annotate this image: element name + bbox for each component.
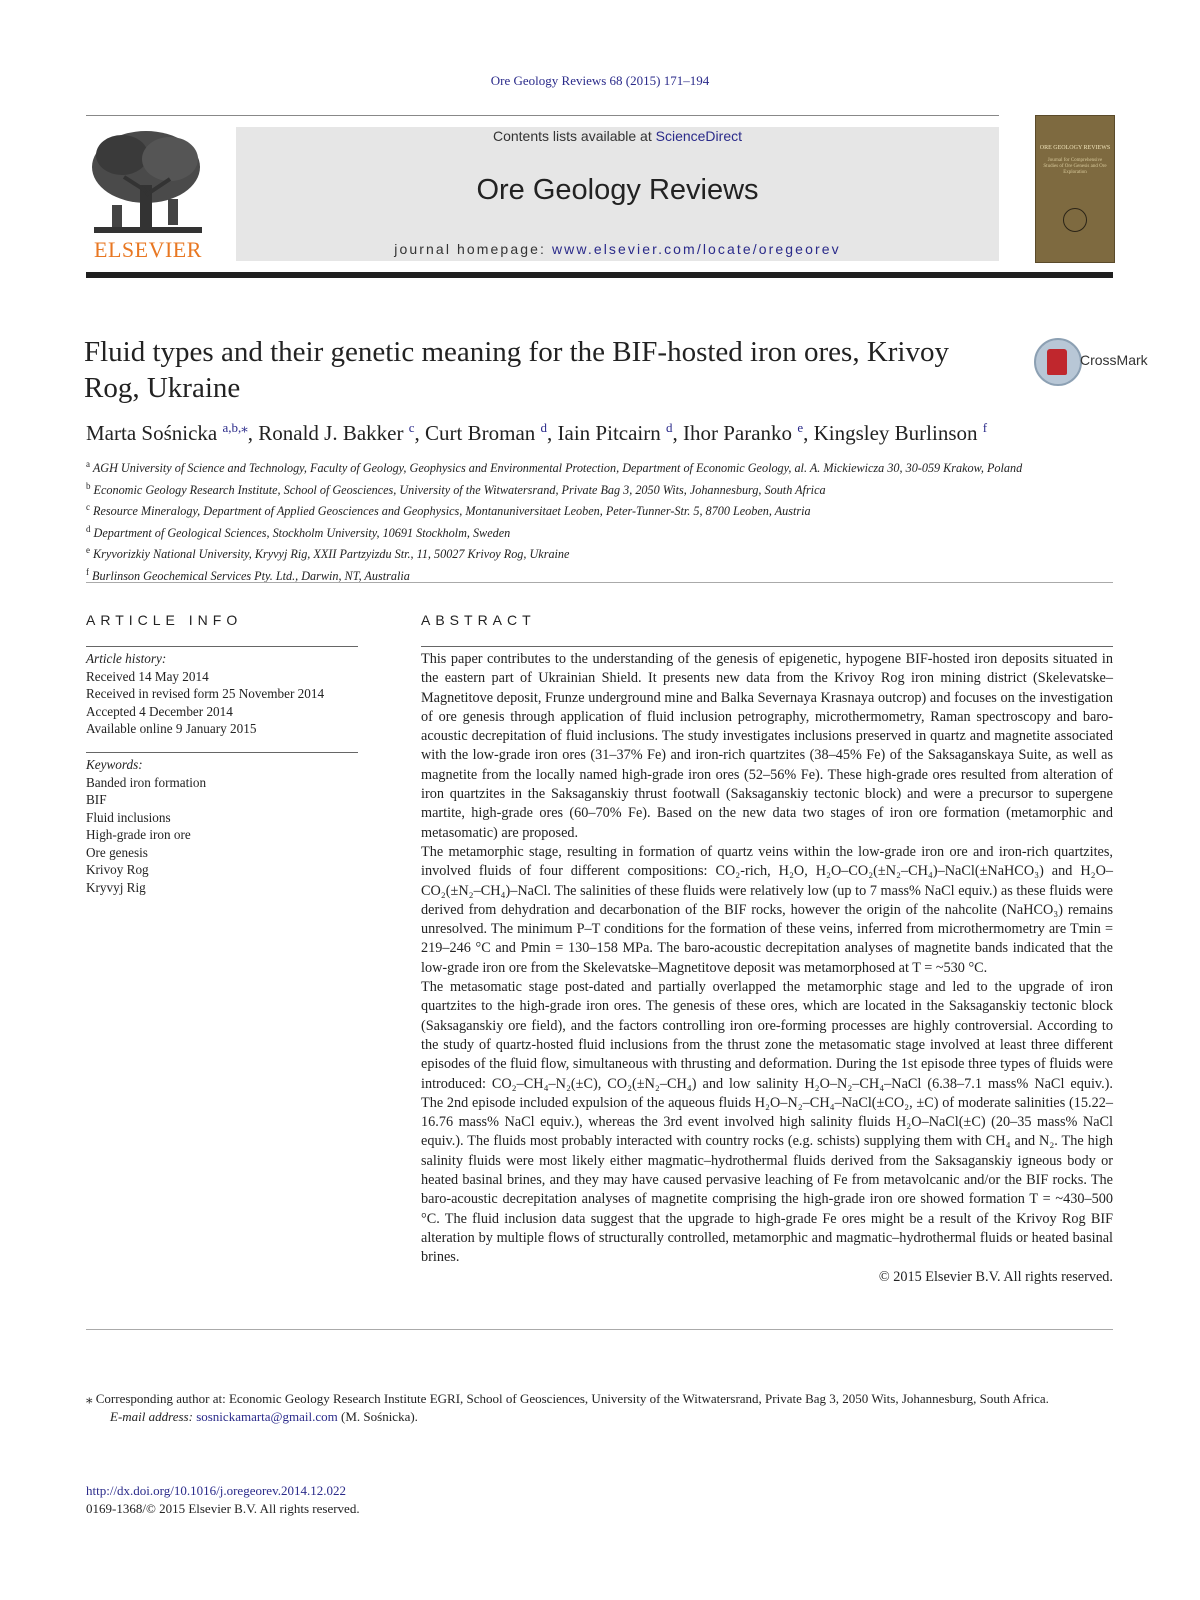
crossmark-icon[interactable] [1034,338,1082,386]
history-item: Received in revised form 25 November 2014 [86,686,325,701]
homepage-label: journal homepage: [394,241,552,257]
cover-emblem-icon [1063,208,1087,232]
article-info-heading: ARTICLE INFO [86,612,243,628]
elsevier-logo[interactable] [86,125,210,263]
abstract-paragraph: The metamorphic stage, resulting in formation of quartz veins within the low-grade iron ore and iron-rich quartzites, involved fluids of four different compositions: CO₂-rich, H₂O, H₂O–CO₂(±N₂–CH₄)–NaCl(±NaHCO₃) and H₂O–CO₂(±N₂–CH₄)–NaCl. The salinities of these fluids were relatively low (up to 7 mass% NaCl equiv.) as these fluids were derived from dehydration and decarbonation of the BIF rocks, however the origin of the nahcolite (NaHCO₃) remains unresolved. The minimum P–T conditions for the formation of these veins, inferred from microthermometry are Tmin = 219–246 °C and Pmin = 130–158 MPa. The baro-acoustic decrepitation analyses of magnetite bands indicated that the low-grade iron ore from the Skelevatske–Magnetitove deposit was metamorphosed at T = ~530 °C. [421,843,1113,976]
email-link[interactable]: sosnickamarta@gmail.com [196,1408,338,1424]
history-item: Received 14 May 2014 [86,668,209,684]
affiliation-text: AGH University of Science and Technology, Faculty of Geology, Geophysics and Environmental Protection, Department of Economic Geology, al. A. Mickiewicza 30, 30-059 Krakow, Poland [92,461,1023,476]
affiliation-marker: b [86,480,91,491]
author-affiliation-marker[interactable]: f [982,420,988,435]
corresponding-author-text: ⁎ Corresponding author at: Economic Geology Research Institute EGRI, School of Geosciences, University of the Witwatersrand, Private Bag 3, 2050 Wits, Johannesburg, South Africa. [86,1391,1049,1406]
publisher-wordmark: ELSEVIER [94,237,202,262]
email-line [86,1408,1113,1426]
journal-homepage [236,241,999,257]
abstract-heading: ABSTRACT [421,612,536,628]
section-divider [86,582,1113,583]
author-name[interactable]: Curt Broman [425,421,536,445]
keyword-item: Krivoy Rog [86,862,149,877]
history-item: Accepted 4 December 2014 [86,703,233,719]
homepage-link[interactable]: www.elsevier.com/locate/oregeorev [551,241,841,257]
affiliation-marker: a [86,459,90,469]
history-label: Article history: [86,651,167,666]
keywords-list [86,756,376,896]
author-name[interactable]: Marta Sośnicka [86,421,218,445]
affiliation-marker: e [86,545,90,556]
keyword-item: Fluid inclusions [86,809,171,825]
contents-line [236,128,999,144]
corresponding-author-footnote [86,1390,1113,1425]
affiliation-text: Department of Geological Sciences, Stockholm University, 10691 Stockholm, Sweden [93,525,511,540]
elsevier-tree-icon [86,125,210,237]
keyword-item: Kryvyj Rig [86,879,146,895]
affiliation-list [86,456,1116,585]
email-label: E-mail address: [110,1408,197,1424]
author-affiliation-marker[interactable]: e [797,420,804,435]
sciencedirect-link[interactable]: ScienceDirect [655,128,742,144]
keyword-item: Ore genesis [86,844,148,860]
contents-prefix: Contents lists available at [492,128,656,144]
article-history [86,650,376,738]
affiliation-marker: d [86,523,91,534]
abstract-paragraph: This paper contributes to the understanding of the genesis of epigenetic, hypogene BIF-hosted iron deposits situated in the eastern part of Ukrainian Shield. It presents new data from the Krivoy Rog iron mining district (Skelevatske–Magnetitove deposit, Frunze underground mine and Balka Severnaya Krasnaya outcrop) and focuses on the investigation of ore genesis through application of fluid inclusion petrography, microthermometry, Raman spectroscopy and baro-acoustic decrepitation of fluid inclusions. The study investigates inclusions preserved in quartz and magnetite associated with the low-grade iron ores (31–37% Fe) and iron-rich quartzites (38–45% Fe) of the Saksaganskaya Suite, as well as magnetite from the locally named high-grade iron ores (52–56% Fe). These high-grade ores resulted from alteration of iron quartzites in the Saksaganskiy thrust footwall (Saksaganskiy tectonic block) and were a precursor to supergene martite, high-grade ores (60–70% Fe). Based on the new data two stages of iron ore formation (metamorphic and metasomatic) are proposed. [421,651,1113,841]
footer-divider [86,1329,1113,1330]
doi-link[interactable]: http://dx.doi.org/10.1016/j.oregeorev.2014.12.022 [86,1483,346,1498]
author-affiliation-marker[interactable]: d [540,420,548,435]
affiliation-marker: c [86,502,90,513]
author-name[interactable]: Ronald J. Bakker [258,421,404,445]
affiliation-item [86,499,1116,521]
header-top-rule [86,115,999,116]
author-name[interactable]: Iain Pitcairn [557,421,661,445]
header-thick-rule [86,272,1113,278]
doi-block [86,1482,360,1517]
article-title: Fluid types and their genetic meaning for the BIF-hosted iron ores, Krivoy Rog, Ukraine [84,336,949,404]
author-affiliation-marker[interactable]: d [666,420,673,435]
author-name[interactable]: Kingsley Burlinson [813,421,978,445]
journal-title: Ore Geology Reviews [476,174,759,206]
keywords-rule [86,752,358,753]
author-name[interactable]: Ihor Paranko [683,421,793,445]
cover-subtitle: Journal for Comprehensive Studies of Ore Genesis and Ore Exploration [1043,158,1107,175]
author-affiliation-marker[interactable]: a,b,⁎ [222,420,248,435]
abstract-rule [421,646,1113,647]
affiliation-item [86,478,1116,500]
issn-line: 0169-1368/© 2015 Elsevier B.V. All rights reserved. [86,1500,360,1516]
affiliation-item [86,521,1116,543]
email-suffix: (M. Sośnicka). [337,1408,418,1424]
keyword-item: BIF [86,792,107,807]
author-list: Marta Sośnicka $^{a,b,⁎}$, Ronald J. Bakker $^c$, Curt Broman $^d$, Iain Pitcairn $^d$, Ihor Paranko $^e$, Kingsley Burlinson $^f$ [86,420,988,445]
journal-cover-thumbnail[interactable] [1035,115,1115,263]
keyword-item: Banded iron formation [86,774,207,790]
affiliation-marker: f [86,566,89,577]
keyword-item: High-grade iron ore [86,827,191,842]
history-item: Available online 9 January 2015 [86,721,257,736]
abstract-paragraph: The metasomatic stage post-dated and partially overlapped the metamorphic stage and led to the upgrade of iron quartzites to the high-grade iron ores. The genesis of these ores, which are located in the Saksaganskiy tectonic block (Saksaganskiy ore field), and the factors controlling iron ore-forming processes are highly controversial. According to the study of quartz-hosted fluid inclusions from the thrust zone the metasomatic stage involved at least three different episodes of the fluid flow, simultaneous with thrusting and deformation. During the 1st episode three types of fluids were introduced: CO₂–CH₄–N₂(±C), CO₂(±N₂–CH₄) and low salinity H₂O–N₂–CH₄–NaCl (6.38–7.1 mass% NaCl equiv.). The 2nd episode included expulsion of the aqueous fluids H₂O–N₂–CH₄–NaCl(±CO₂, ±C) of moderate salinities (15.22–16.76 mass% NaCl equiv.), whereas the 3rd event involved high salinity fluids H₂O–NaCl(±C) (20–35 mass% NaCl equiv.). The fluids most probably interacted with country rocks (e.g. schists) supplying them with CH₄ and N₂. The high salinity fluids were most likely either magmatic–hydrothermal fluids derived from the Saksaganskiy igneous body or heated basinal brines, and they may have caused pervasive leaching of Fe from metavolcanic and/or the BIF rocks. The baro-acoustic decrepitation analyses of magnetite comprising the high-grade iron ore showed formation T = ~430–500 °C. The fluid inclusion data suggest that the upgrade to high-grade Fe ores might be a result of the Krivoy Rog BIF alteration by multiple flows of structurally controlled, metamorphic and magmatic–hydrothermal fluids or heated basinal brines. [421,979,1113,1266]
abstract-copyright: © 2015 Elsevier B.V. All rights reserved. [878,1268,1113,1285]
affiliation-text: Burlinson Geochemical Services Pty. Ltd., Darwin, NT, Australia [92,568,410,583]
affiliation-text: Kryvorizkiy National University, Kryvyj Rig, XXII Partzyizdu Str., 11, 50027 Krivoy Rog, Ukraine [93,547,570,562]
abstract-body [421,650,1113,1287]
keywords-label: Keywords: [86,757,143,772]
crossmark-label[interactable]: CrossMark [1080,352,1148,368]
author-affiliation-marker[interactable]: c [408,420,415,435]
affiliation-item [86,542,1116,564]
journal-citation[interactable]: Ore Geology Reviews 68 (2015) 171–194 [490,73,710,88]
cover-title: ORE GEOLOGY REVIEWS [1039,145,1111,151]
article-info-rule [86,646,358,647]
affiliation-text: Resource Mineralogy, Department of Applied Geosciences and Geophysics, Montanuniversitaet Leoben, Peter-Tunner-Str. 5, 8700 Leoben, Austria [93,504,811,519]
affiliation-item [86,456,1116,478]
affiliation-text: Economic Geology Research Institute, School of Geosciences, University of the Witwatersrand, Private Bag 3, 2050 Wits, Johannesburg, South Africa [93,482,826,497]
